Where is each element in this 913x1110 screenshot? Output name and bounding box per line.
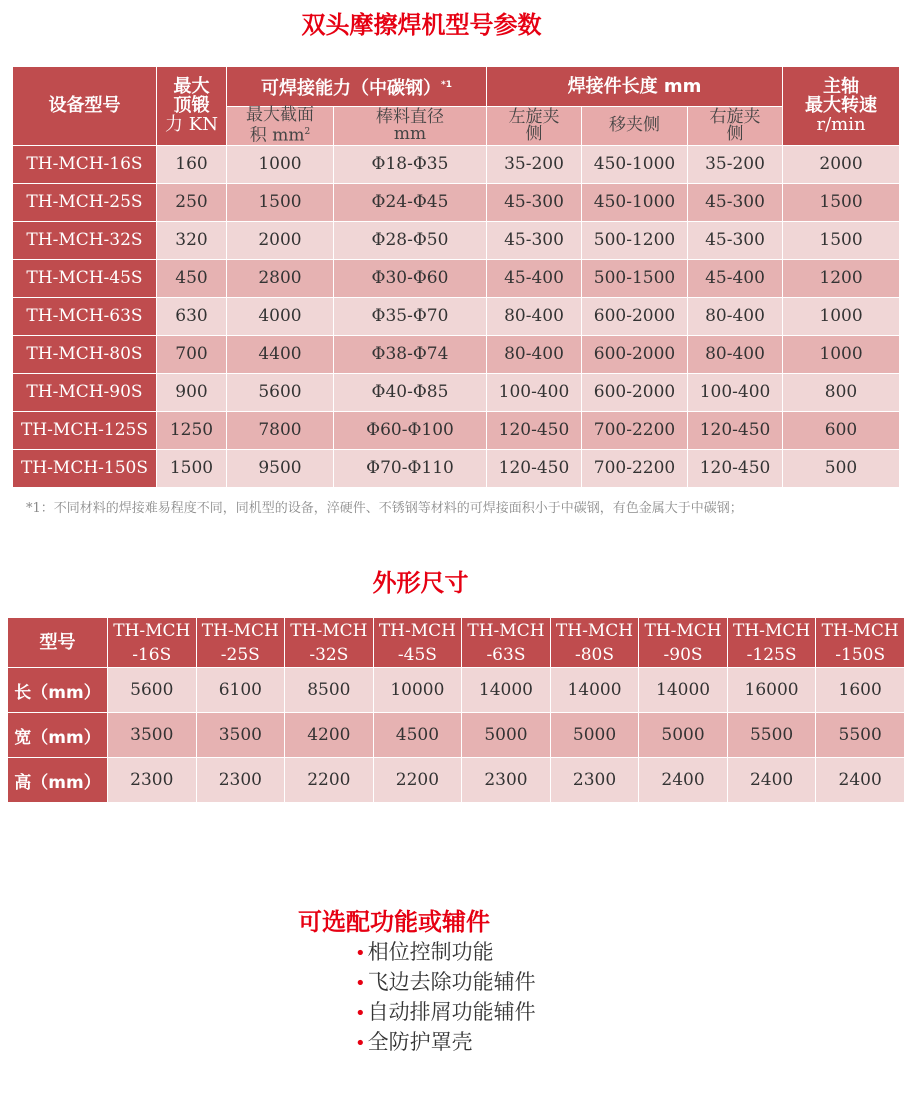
dims-row-label: 长（mm） — [8, 668, 108, 713]
header-speed-line1: 主轴 — [823, 76, 860, 98]
header-bar-line2: mm — [393, 123, 427, 144]
header-section-line1: 最大截面 — [246, 105, 314, 125]
spec-left-cell: 45-300 — [487, 221, 582, 259]
spec-force-cell: 630 — [157, 297, 227, 335]
header-move: 移夹侧 — [582, 107, 688, 146]
bullet-icon: • — [355, 1033, 366, 1054]
spec-bar-cell: Φ70-Φ110 — [334, 449, 487, 487]
spec-right-cell: 120-450 — [688, 449, 783, 487]
spec-row — [13, 221, 900, 259]
dims-header-line2: -90S — [663, 644, 703, 665]
dims-value-cell: 4200 — [285, 713, 374, 758]
dims-value-cell: 2300 — [462, 758, 551, 803]
header-left — [487, 107, 582, 146]
spec-right-cell: 45-400 — [688, 259, 783, 297]
specs-table — [12, 66, 900, 488]
spec-left-cell: 80-400 — [487, 335, 582, 373]
header-capacity-sup: *1 — [441, 79, 452, 90]
dims-header-line2: -80S — [574, 644, 615, 665]
spec-row — [13, 449, 900, 487]
option-item — [355, 997, 536, 1027]
dims-value-cell: 8500 — [285, 668, 374, 713]
spec-move-cell: 600-2000 — [582, 335, 688, 373]
bullet-icon: • — [355, 943, 366, 964]
dims-header-line2: -45S — [397, 644, 437, 665]
dims-value-cell: 2300 — [550, 758, 639, 803]
dims-value-cell: 2400 — [639, 758, 728, 803]
dims-header-line2: -125S — [746, 644, 797, 665]
option-label: 自动排屑功能辅件 — [367, 1000, 536, 1024]
spec-model-cell: TH-MCH-80S — [13, 335, 157, 373]
spec-bar-cell: Φ38-Φ74 — [334, 335, 487, 373]
header-section-line2 — [227, 124, 333, 145]
spec-right-cell: 100-400 — [688, 373, 783, 411]
spec-model-cell: TH-MCH-25S — [13, 183, 157, 221]
dims-header-line2: -150S — [835, 644, 886, 665]
header-force-line2: 顶锻 — [173, 95, 210, 117]
spec-speed-cell: 1000 — [783, 297, 900, 335]
dims-value-cell: 2300 — [196, 758, 285, 803]
header-length: 焊接件长度 mm — [487, 67, 783, 107]
spec-model-cell: TH-MCH-90S — [13, 373, 157, 411]
spec-section-cell: 2800 — [227, 259, 334, 297]
spec-model-cell: TH-MCH-63S — [13, 297, 157, 335]
header-left-line2: 侧 — [525, 123, 543, 144]
dims-header-model-4 — [462, 618, 551, 668]
dims-row — [8, 758, 905, 803]
spec-force-cell: 900 — [157, 373, 227, 411]
spec-section-cell: 2000 — [227, 221, 334, 259]
dims-header-line2: -63S — [486, 644, 526, 665]
header-section-sup: 2 — [304, 127, 311, 137]
spec-speed-cell: 800 — [783, 373, 900, 411]
spec-force-cell: 320 — [157, 221, 227, 259]
spec-right-cell: 45-300 — [688, 221, 783, 259]
spec-model-cell: TH-MCH-32S — [13, 221, 157, 259]
dims-row — [8, 668, 905, 713]
dims-header-model-1 — [196, 618, 285, 668]
option-label: 相位控制功能 — [367, 940, 494, 964]
spec-model-cell: TH-MCH-125S — [13, 411, 157, 449]
header-force-line1: 最大 — [173, 76, 210, 98]
spec-move-cell: 450-1000 — [582, 183, 688, 221]
dims-value-cell: 2400 — [727, 758, 816, 803]
dims-header-model-7 — [727, 618, 816, 668]
dims-header-model-5 — [550, 618, 639, 668]
option-item — [355, 1027, 536, 1057]
dims-value-cell: 5500 — [816, 713, 905, 758]
dims-value-cell: 10000 — [373, 668, 462, 713]
spec-left-cell: 80-400 — [487, 297, 582, 335]
dims-header-model: 型号 — [8, 618, 108, 668]
dims-value-cell: 5000 — [462, 713, 551, 758]
footnote: *1：不同材料的焊接难易程度不同，同机型的设备，淬硬件、不锈钢等材料的可焊接面积小于中碳钢，有色金属大于中碳钢； — [26, 501, 743, 516]
dims-header-line1: TH-MCH — [733, 620, 811, 641]
spec-move-cell: 700-2200 — [582, 449, 688, 487]
spec-force-cell: 1500 — [157, 449, 227, 487]
spec-speed-cell: 1000 — [783, 335, 900, 373]
spec-speed-cell: 1500 — [783, 221, 900, 259]
dims-value-cell: 4500 — [373, 713, 462, 758]
spec-section-cell: 1000 — [227, 145, 334, 183]
spec-left-cell: 45-300 — [487, 183, 582, 221]
dims-value-cell: 5000 — [550, 713, 639, 758]
dims-title: 外形尺寸 — [372, 569, 469, 597]
dims-header-model-2 — [285, 618, 374, 668]
specs-title: 双头摩擦焊机型号参数 — [301, 11, 542, 39]
dims-row-label: 高（mm） — [8, 758, 108, 803]
header-left-line1: 左旋夹 — [508, 106, 560, 127]
header-force — [157, 67, 227, 146]
spec-right-cell: 80-400 — [688, 297, 783, 335]
dims-header-line1: TH-MCH — [113, 620, 191, 641]
dims-header-line1: TH-MCH — [555, 620, 634, 641]
dims-value-cell: 14000 — [462, 668, 551, 713]
header-speed-line3: r/min — [816, 114, 866, 136]
dims-value-cell: 2300 — [108, 758, 197, 803]
header-bar-line1: 棒料直径 — [376, 106, 444, 127]
option-item — [355, 967, 536, 997]
spec-row — [13, 335, 900, 373]
dims-value-cell: 2200 — [285, 758, 374, 803]
spec-row — [13, 297, 900, 335]
spec-section-cell: 5600 — [227, 373, 334, 411]
option-label: 飞边去除功能辅件 — [367, 970, 536, 994]
dims-header-model-8 — [816, 618, 905, 668]
option-item — [355, 937, 536, 967]
header-bar — [334, 107, 487, 146]
spec-section-cell: 1500 — [227, 183, 334, 221]
spec-bar-cell: Φ35-Φ70 — [334, 297, 487, 335]
dims-value-cell: 3500 — [196, 713, 285, 758]
spec-bar-cell: Φ18-Φ35 — [334, 145, 487, 183]
spec-row — [13, 411, 900, 449]
spec-model-cell: TH-MCH-16S — [13, 145, 157, 183]
dims-value-cell: 5500 — [727, 713, 816, 758]
dims-table — [7, 617, 905, 803]
dims-row-label: 宽（mm） — [8, 713, 108, 758]
header-model: 设备型号 — [13, 67, 157, 146]
spec-right-cell: 35-200 — [688, 145, 783, 183]
header-capacity-text: 可焊接能力（中碳钢） — [261, 77, 442, 99]
header-section — [227, 107, 334, 146]
spec-left-cell: 120-450 — [487, 411, 582, 449]
spec-left-cell: 120-450 — [487, 449, 582, 487]
spec-force-cell: 700 — [157, 335, 227, 373]
dims-value-cell: 14000 — [639, 668, 728, 713]
spec-speed-cell: 1500 — [783, 183, 900, 221]
spec-bar-cell: Φ30-Φ60 — [334, 259, 487, 297]
dims-value-cell: 2200 — [373, 758, 462, 803]
bullet-icon: • — [355, 1003, 366, 1024]
spec-left-cell: 45-400 — [487, 259, 582, 297]
spec-bar-cell: Φ40-Φ85 — [334, 373, 487, 411]
spec-row — [13, 373, 900, 411]
spec-move-cell: 700-2200 — [582, 411, 688, 449]
spec-bar-cell: Φ60-Φ100 — [334, 411, 487, 449]
spec-row — [13, 183, 900, 221]
spec-left-cell: 35-200 — [487, 145, 582, 183]
dims-header-model-3 — [373, 618, 462, 668]
dims-row — [8, 713, 905, 758]
dims-header-line1: TH-MCH — [201, 620, 279, 641]
header-force-line3: 力 KN — [165, 114, 218, 136]
spec-row — [13, 145, 900, 183]
spec-row — [13, 259, 900, 297]
spec-move-cell: 600-2000 — [582, 373, 688, 411]
dims-header-line1: TH-MCH — [290, 620, 368, 641]
dims-value-cell: 5000 — [639, 713, 728, 758]
spec-section-cell: 9500 — [227, 449, 334, 487]
dims-value-cell: 2400 — [816, 758, 905, 803]
dims-header-line2: -25S — [220, 644, 260, 665]
dims-value-cell: 16000 — [727, 668, 816, 713]
header-right-line2: 侧 — [726, 123, 744, 144]
spec-speed-cell: 2000 — [783, 145, 900, 183]
spec-section-cell: 4400 — [227, 335, 334, 373]
dims-header-line2: -32S — [309, 644, 349, 665]
option-label: 全防护罩壳 — [367, 1030, 473, 1054]
spec-left-cell: 100-400 — [487, 373, 582, 411]
dims-header-line1: TH-MCH — [467, 620, 545, 641]
spec-force-cell: 160 — [157, 145, 227, 183]
spec-force-cell: 1250 — [157, 411, 227, 449]
spec-speed-cell: 1200 — [783, 259, 900, 297]
dims-value-cell: 14000 — [550, 668, 639, 713]
header-right-line1: 右旋夹 — [709, 106, 761, 127]
spec-force-cell: 450 — [157, 259, 227, 297]
spec-right-cell: 80-400 — [688, 335, 783, 373]
spec-model-cell: TH-MCH-45S — [13, 259, 157, 297]
spec-move-cell: 500-1500 — [582, 259, 688, 297]
dims-value-cell: 5600 — [108, 668, 197, 713]
dims-header-line2: -16S — [132, 644, 172, 665]
spec-model-cell: TH-MCH-150S — [13, 449, 157, 487]
spec-speed-cell: 600 — [783, 411, 900, 449]
dims-value-cell: 6100 — [196, 668, 285, 713]
bullet-icon: • — [355, 973, 366, 994]
options-list — [355, 937, 536, 1057]
header-speed — [783, 67, 900, 146]
spec-section-cell: 4000 — [227, 297, 334, 335]
spec-section-cell: 7800 — [227, 411, 334, 449]
header-section-unit: 积 mm — [249, 125, 305, 146]
options-title: 可选配功能或辅件 — [298, 908, 490, 936]
dims-value-cell: 1600 — [816, 668, 905, 713]
spec-speed-cell: 500 — [783, 449, 900, 487]
spec-move-cell: 600-2000 — [582, 297, 688, 335]
dims-value-cell: 3500 — [108, 713, 197, 758]
header-speed-line2: 最大转速 — [805, 95, 878, 117]
spec-move-cell: 450-1000 — [582, 145, 688, 183]
header-right — [688, 107, 783, 146]
spec-bar-cell: Φ28-Φ50 — [334, 221, 487, 259]
spec-right-cell: 120-450 — [688, 411, 783, 449]
spec-move-cell: 500-1200 — [582, 221, 688, 259]
spec-right-cell: 45-300 — [688, 183, 783, 221]
dims-header-line1: TH-MCH — [378, 620, 456, 641]
spec-bar-cell: Φ24-Φ45 — [334, 183, 487, 221]
dims-header-model-6 — [639, 618, 728, 668]
spec-force-cell: 250 — [157, 183, 227, 221]
header-capacity — [227, 67, 487, 107]
dims-header-model-0 — [108, 618, 197, 668]
dims-header-line1: TH-MCH — [644, 620, 722, 641]
dims-header-line1: TH-MCH — [821, 620, 899, 641]
